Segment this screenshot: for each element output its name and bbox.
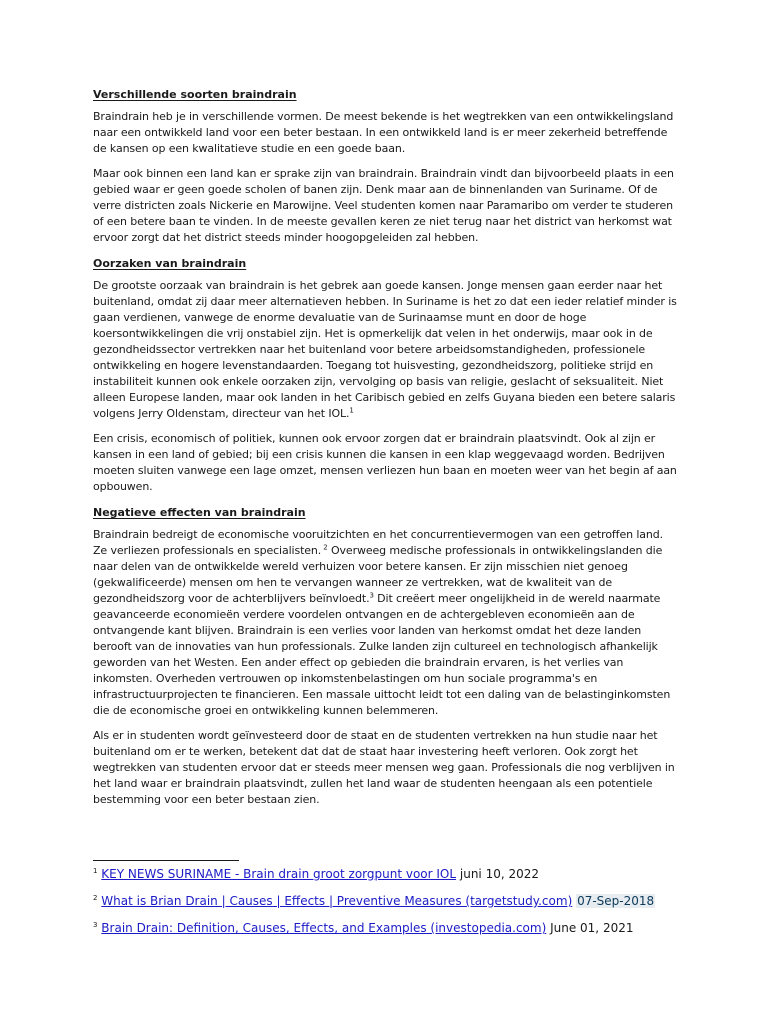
footnote-link-targetstudy[interactable]: What is Brian Drain | Causes | Effects | Preventive Measures (targetstudy.com): [101, 894, 573, 908]
paragraph: Als er in studenten wordt geïnvesteerd door de staat en de studenten vertrekken na hun studie naar het buitenland om er te werken, betekent dat dat de staat haar investering heeft verloren. Ook zorgt het wegtrekken van studenten ervoor dat er steeds meer mensen weg gaan. Professionals die nog verblijven in het land waar er braindrain plaatsvindt, zullen het land waar de studenten heengaan als een potentiele bestemming voor een beter bestaan zien.: [93, 729, 675, 806]
footnote-ref-3[interactable]: 3: [369, 591, 374, 600]
section-heading-effecten: Negatieve effecten van braindrain: [93, 506, 306, 519]
paragraph: Braindrain bedreigt de economische vooruitzichten en het concurrentievermogen van een getroffen land. Ze verliezen professionals en specialisten. $^2$ Overweeg medische professionals in ontwikkelingslanden die naar delen van de ontwikkelde wereld verhuizen voor betere kansen. Er zijn misschien niet genoeg (gekwalificeerde) mensen om hen te vervangen wanneer ze vertrekken, wat de kwaliteit van de gezondheidszorg voor de achterblijvers beïnvloedt.$^3$ Dit creëert meer ongelijkheid in de wereld naarmate geavanceerde economieën verdere voordelen ontvangen en de achtergebleven economieën aan de ontvangende kant blijven. Braindrain is een verlies voor landen van herkomst omdat het deze landen berooft van de innovaties van hun professionals. Zulke landen zijn cultureel en technologisch afhankelijk geworden van het Westen. Een ander effect op gebieden die braindrain ervaren, is het verlies van inkomsten. Overheden vertrouwen op inkomstenbelastingen om hun sociale programma's en infrastructuurprojecten te financieren. Een massale uittocht leidt tot een daling van de belastinginkomsten die de economische groei en ontwikkeling kunnen belemmeren.: [93, 528, 671, 717]
paragraph: Maar ook binnen een land kan er sprake zijn van braindrain. Braindrain vindt dan bijvoorbeeld plaats in een gebied waar er geen goede scholen of banen zijn. Denk maar aan de binnenlanden van Suriname. Of de verre districten zoals Nickerie en Marowijne. Veel studenten komen naar Paramaribo om verder te studeren of een betere baan te vinden. In de meeste gevallen keren ze niet terug naar het district van herkomst wat ervoor zorgt dat het district steeds minder hoogopgeleiden zal hebben.: [93, 167, 674, 244]
footnote-number: 1: [93, 867, 98, 875]
footnote-3: [93, 919, 693, 937]
footnote-ref-1[interactable]: 1: [349, 406, 354, 415]
footnote-2: [93, 892, 693, 910]
footnote-date: 07-Sep-2018: [577, 894, 655, 908]
document-body: [93, 86, 677, 817]
footnote-date: June 01, 2021: [550, 921, 634, 935]
footnotes: [93, 860, 693, 946]
paragraph: De grootste oorzaak van braindrain is het gebrek aan goede kansen. Jonge mensen gaan eerder naar het buitenland, omdat zij daar meer alternatieven hebben. In Suriname is het zo dat een ieder relatief minder is gaan verdienen, vanwege de enorme devaluatie van de Surinaamse munt en door de hoge koersontwikkelingen die vrij onstabiel zijn. Het is opmerkelijk dat velen in het onderwijs, maar ook in de gezondheidssector vertrekken naar het buitenland voor betere arbeidsomstandigheden, professionele ontwikkeling en hogere levenstandaarden. Toegang tot huisvesting, gezondheidszorg, politieke strijd en instabiliteit kunnen ook enkele oorzaken zijn, vervolging op basis van religie, geslacht of seksualiteit. Niet alleen Europese landen, maar ook landen in het Caribisch gebied en zelfs Guyana bieden een betere salaris volgens Jerry Oldenstam, directeur van het IOL.$^1$: [93, 279, 677, 420]
footnote-date: juni 10, 2022: [459, 867, 540, 881]
footnote-number: 3: [93, 921, 98, 929]
section-heading-oorzaken: Oorzaken van braindrain: [93, 257, 247, 270]
section-heading-soorten: Verschillende soorten braindrain: [93, 88, 297, 101]
footnote-link-keynews[interactable]: KEY NEWS SURINAME - Brain drain groot zorgpunt voor IOL: [101, 867, 457, 881]
footnote-link-investopedia[interactable]: Brain Drain: Definition, Causes, Effects, and Examples (investopedia.com): [101, 921, 547, 935]
paragraph: Een crisis, economisch of politiek, kunnen ook ervoor zorgen dat er braindrain plaatsvindt. Ook al zijn er kansen in een land of gebied; bij een crisis kunnen die kansen in een klap weggevaagd worden. Bedrijven moeten sluiten vanwege een lage omzet, mensen verliezen hun baan en moeten weer van het begin af aan opbouwen.: [93, 432, 677, 493]
footnote-number: 2: [93, 894, 98, 902]
footnote-ref-2[interactable]: 2: [321, 543, 328, 552]
footnote-1: [93, 865, 693, 883]
footnote-divider: [93, 860, 239, 861]
paragraph: Braindrain heb je in verschillende vormen. De meest bekende is het wegtrekken van een ontwikkelingsland naar een ontwikkeld land voor een beter bestaan. In een ontwikkeld land is er meer zekerheid betreffende de kansen op een kwalitatieve studie en een goede baan.: [93, 110, 674, 155]
